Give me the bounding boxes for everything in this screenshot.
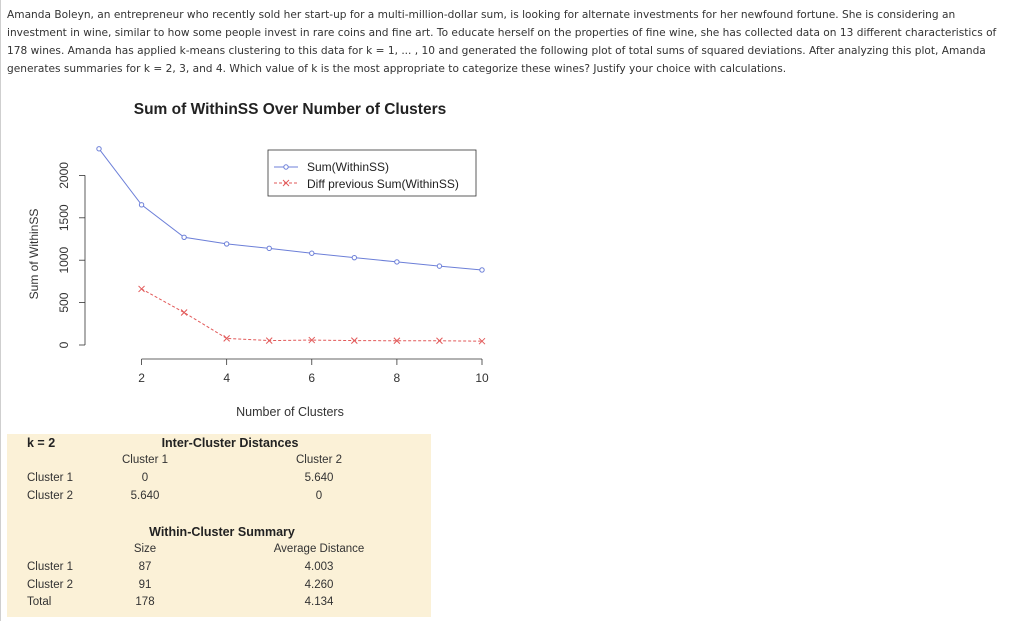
data-point-circle bbox=[480, 268, 484, 272]
within-col-header: Size bbox=[133, 543, 157, 555]
x-tick-label: 6 bbox=[308, 371, 316, 385]
data-point-circle bbox=[139, 203, 143, 207]
inter-col-header: Cluster 1 bbox=[121, 454, 169, 466]
data-point-circle bbox=[437, 264, 441, 268]
x-tick-label: 2 bbox=[138, 371, 145, 385]
x-axis-label: Number of Clusters bbox=[236, 405, 344, 419]
chart-title: Sum of WithinSS Over Number of Clusters bbox=[133, 101, 447, 118]
question-text: Amanda Boleyn, an entrepreneur who recently sold her start-up for a multi-million-dollar sum, is looking for alternate investments for her newfound fortune. She is considering an investment in wine, similar to how some people invest in rare coins and fine art. To educate herself on the properties of fine wine, she has collected data on 13 different characteristics of 178 wines. Amanda has applied k-means clustering to this data for k = 1, ... , 10 and generated the following plot of total sums of squared deviations. After analyzing this plot, Amanda generates summaries for k = 2, 3, and 4. Which value of k is the most appropriate to categorize these wines? Justify your choice with calculations. bbox=[7, 9, 997, 75]
inter-cell: 5.640 bbox=[304, 472, 334, 484]
y-tick-label: 0 bbox=[57, 341, 71, 349]
data-point-circle bbox=[310, 251, 314, 255]
within-col-header: Average Distance bbox=[273, 543, 365, 555]
y-tick-label: 1500 bbox=[57, 204, 71, 232]
x-tick-label: 4 bbox=[223, 371, 231, 385]
within-cell: 87 bbox=[138, 561, 152, 573]
series-line-2 bbox=[142, 289, 482, 341]
data-point-x bbox=[139, 286, 145, 292]
legend-series-1: Sum(WithinSS) bbox=[307, 160, 390, 174]
y-tick-label: 500 bbox=[57, 292, 71, 313]
data-point-x bbox=[181, 310, 187, 316]
data-point-x bbox=[351, 338, 357, 344]
within-cell: 91 bbox=[138, 579, 152, 591]
inter-row-label: Cluster 1 bbox=[27, 472, 74, 484]
k-label: k = 2 bbox=[27, 436, 56, 450]
x-tick-label: 8 bbox=[393, 371, 401, 385]
data-point-circle bbox=[352, 255, 356, 259]
data-point-circle bbox=[224, 242, 228, 246]
legend bbox=[268, 150, 476, 196]
data-point-x bbox=[266, 338, 272, 344]
data-point-circle bbox=[267, 246, 271, 250]
chart bbox=[0, 0, 520, 440]
inter-col-header: Cluster 2 bbox=[295, 454, 343, 466]
data-point-circle bbox=[97, 147, 101, 151]
within-cell: 178 bbox=[135, 596, 155, 608]
inter-row-label: Cluster 2 bbox=[27, 490, 74, 502]
data-point-x bbox=[436, 338, 442, 344]
within-cell: 4.003 bbox=[304, 561, 334, 573]
within-row-label: Cluster 2 bbox=[27, 579, 74, 591]
y-axis-label: Sum of WithinSS bbox=[27, 208, 41, 300]
within-cell: 4.260 bbox=[304, 579, 334, 591]
k2-summary-panel bbox=[7, 434, 431, 617]
within-row-label: Cluster 1 bbox=[27, 561, 74, 573]
inter-cell: 0 bbox=[141, 472, 149, 484]
legend-series-2: Diff previous Sum(WithinSS) bbox=[307, 177, 459, 191]
inter-cell: 0 bbox=[315, 490, 323, 502]
within-cell: 4.134 bbox=[304, 596, 334, 608]
data-point-circle bbox=[182, 235, 186, 239]
y-tick-label: 1000 bbox=[57, 246, 71, 274]
inter-cell: 5.640 bbox=[130, 490, 160, 502]
within-row-label: Total bbox=[27, 596, 52, 608]
x-tick-label: 10 bbox=[475, 371, 489, 385]
data-point-circle bbox=[395, 260, 399, 264]
inter-cluster-title: Inter-Cluster Distances bbox=[161, 436, 299, 450]
y-tick-label: 2000 bbox=[57, 162, 71, 189]
legend-circle-marker bbox=[284, 165, 288, 169]
within-cluster-title: Within-Cluster Summary bbox=[149, 525, 295, 539]
